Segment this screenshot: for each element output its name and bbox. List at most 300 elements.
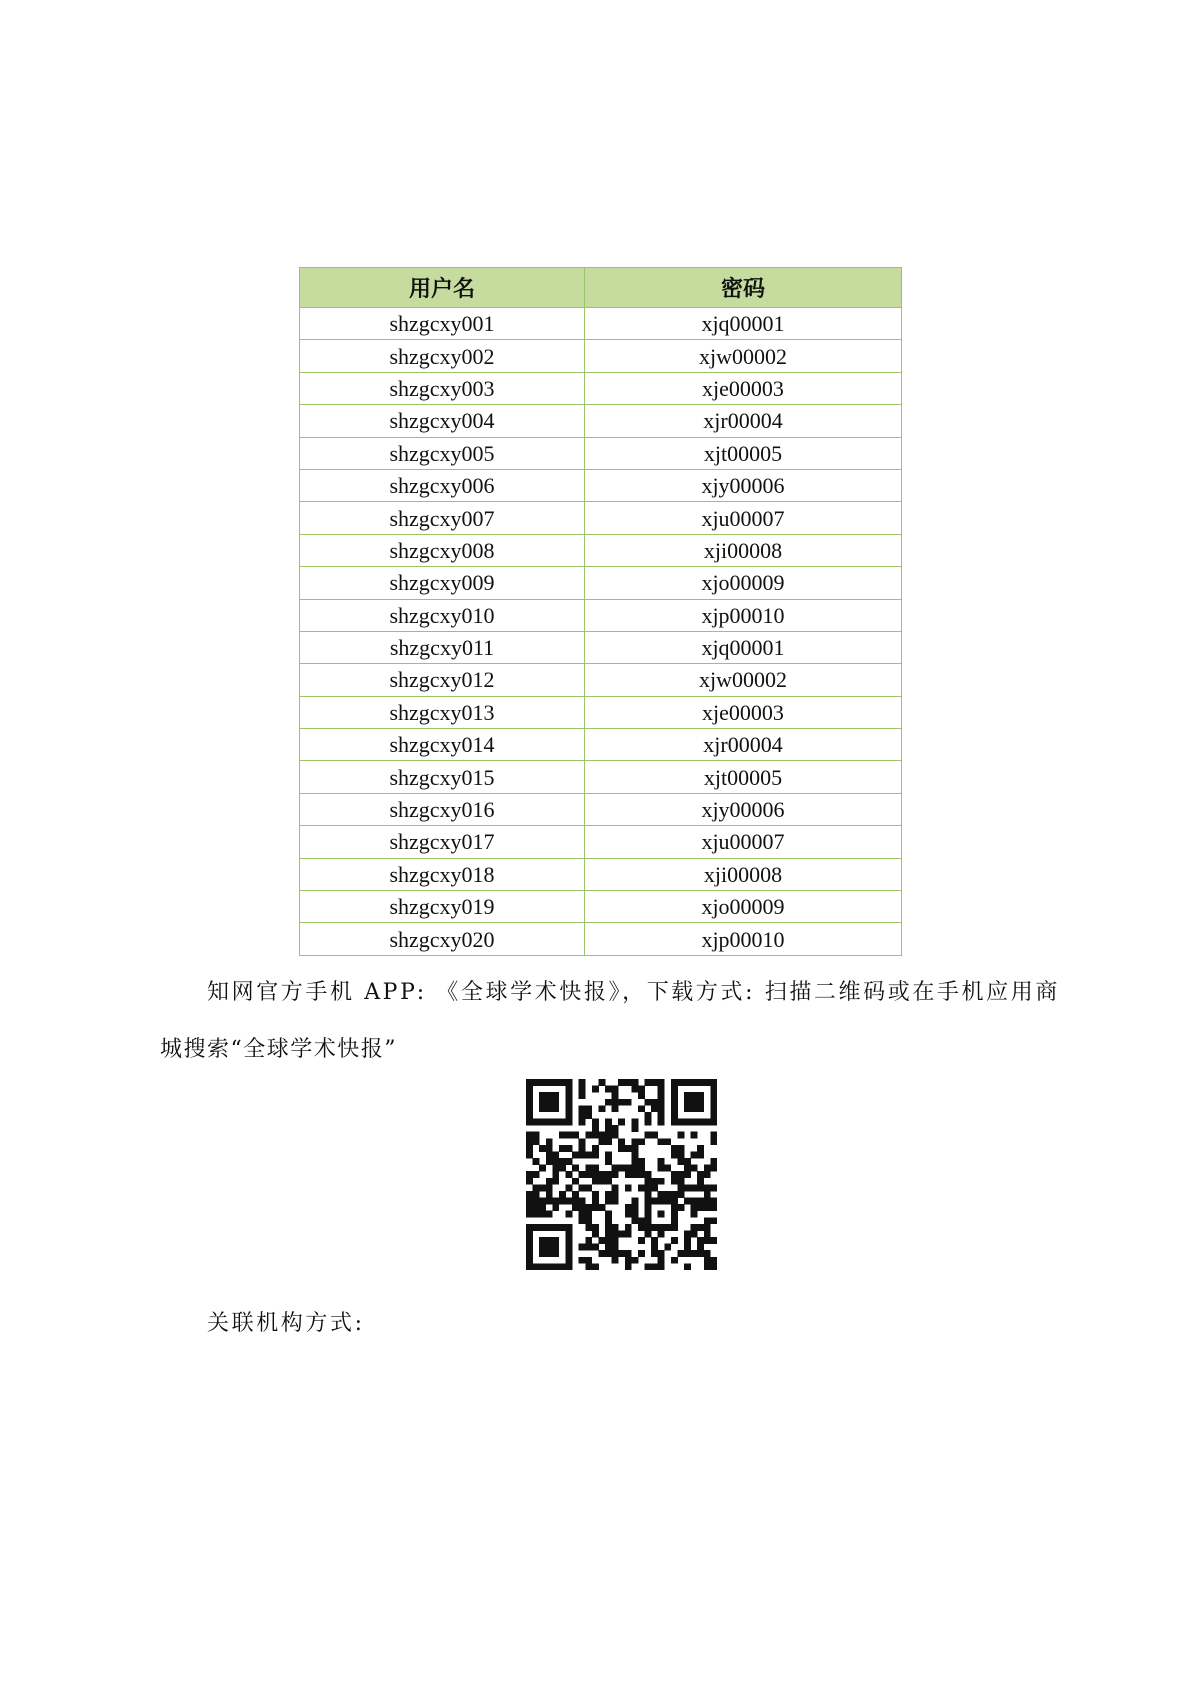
qr-module [598, 1178, 605, 1185]
qr-module [526, 1132, 533, 1139]
qr-module [539, 1244, 546, 1251]
qr-module [579, 1211, 586, 1218]
qr-module [638, 1184, 645, 1191]
password-cell: xjw00002 [585, 340, 902, 372]
qr-module [671, 1204, 678, 1211]
qr-module [566, 1092, 573, 1099]
qr-module [631, 1145, 638, 1152]
qr-module [592, 1165, 599, 1172]
qr-module [631, 1204, 638, 1211]
qr-module [566, 1112, 573, 1119]
qr-module [677, 1191, 684, 1198]
qr-module [566, 1158, 573, 1165]
qr-module [566, 1105, 573, 1112]
qr-module [664, 1191, 671, 1198]
qr-module [684, 1237, 691, 1244]
qr-module [645, 1191, 652, 1198]
qr-module [710, 1158, 717, 1165]
qr-module [605, 1198, 612, 1205]
password-cell: xjy00006 [585, 793, 902, 825]
qr-module [671, 1211, 678, 1218]
username-cell: shzgcxy011 [300, 631, 585, 663]
qr-module [539, 1099, 546, 1106]
qr-module [691, 1184, 698, 1191]
username-cell: shzgcxy018 [300, 858, 585, 890]
qr-module [592, 1244, 599, 1251]
qr-module [631, 1171, 638, 1178]
qr-module [684, 1079, 691, 1086]
qr-module [605, 1086, 612, 1093]
qr-module [710, 1204, 717, 1211]
qr-module [579, 1092, 586, 1099]
qr-module [658, 1211, 665, 1218]
qr-module [612, 1171, 619, 1178]
qr-module [664, 1138, 671, 1145]
qr-module [566, 1257, 573, 1264]
qr-module [710, 1165, 717, 1172]
qr-module [559, 1158, 566, 1165]
qr-module [658, 1165, 665, 1172]
qr-module [677, 1151, 684, 1158]
qr-module [539, 1211, 546, 1218]
qr-module [572, 1151, 579, 1158]
qr-module [631, 1125, 638, 1132]
qr-module [572, 1178, 579, 1185]
qr-module [533, 1138, 540, 1145]
qr-module [704, 1191, 711, 1198]
qr-module [710, 1112, 717, 1119]
qr-module [539, 1224, 546, 1231]
qr-module [566, 1211, 573, 1218]
qr-module [526, 1230, 533, 1237]
qr-module [552, 1237, 559, 1244]
qr-module [546, 1250, 553, 1257]
qr-module [539, 1204, 546, 1211]
qr-module [658, 1250, 665, 1257]
qr-module [539, 1079, 546, 1086]
table-row [300, 405, 902, 437]
qr-module [658, 1257, 665, 1264]
qr-module [572, 1204, 579, 1211]
qr-module [645, 1119, 652, 1126]
qr-module [566, 1244, 573, 1251]
qr-module [697, 1250, 704, 1257]
qr-module [539, 1145, 546, 1152]
qr-module [691, 1132, 698, 1139]
qr-module [651, 1132, 658, 1139]
qr-module [658, 1092, 665, 1099]
qr-module [559, 1165, 566, 1172]
qr-module [658, 1158, 665, 1165]
qr-module [625, 1165, 632, 1172]
qr-module [533, 1119, 540, 1126]
qr-module [579, 1151, 586, 1158]
qr-module [704, 1119, 711, 1126]
qr-module [677, 1079, 684, 1086]
qr-module [671, 1151, 678, 1158]
password-cell: xjp00010 [585, 923, 902, 955]
password-cell: xjt00005 [585, 437, 902, 469]
qr-module [526, 1211, 533, 1218]
qr-module [605, 1099, 612, 1106]
qr-module [566, 1099, 573, 1106]
qr-module [704, 1224, 711, 1231]
qr-module [598, 1138, 605, 1145]
qr-module [658, 1198, 665, 1205]
qr-module [651, 1198, 658, 1205]
qr-module [671, 1112, 678, 1119]
qr-module [651, 1099, 658, 1106]
password-cell: xjw00002 [585, 664, 902, 696]
qr-module [585, 1263, 592, 1270]
qr-module [572, 1165, 579, 1172]
qr-module [566, 1263, 573, 1270]
table-row [300, 534, 902, 566]
table-row [300, 826, 902, 858]
qr-module [710, 1184, 717, 1191]
username-cell: shzgcxy014 [300, 729, 585, 761]
qr-module [684, 1230, 691, 1237]
qr-module [697, 1105, 704, 1112]
qr-module [631, 1217, 638, 1224]
qr-module [592, 1171, 599, 1178]
qr-module [533, 1263, 540, 1270]
qr-module [658, 1178, 665, 1185]
table-row [300, 502, 902, 534]
qr-module [539, 1119, 546, 1126]
qr-module [598, 1105, 605, 1112]
qr-module [664, 1165, 671, 1172]
qr-code-icon [526, 1079, 717, 1270]
qr-module [592, 1263, 599, 1270]
qr-module [612, 1105, 619, 1112]
qr-module [552, 1151, 559, 1158]
qr-module [671, 1145, 678, 1152]
qr-module [658, 1099, 665, 1106]
qr-module [585, 1257, 592, 1264]
qr-module [658, 1105, 665, 1112]
qr-module [598, 1204, 605, 1211]
table-row [300, 793, 902, 825]
username-cell: shzgcxy003 [300, 372, 585, 404]
qr-module [677, 1158, 684, 1165]
qr-module [552, 1263, 559, 1270]
qr-module [704, 1079, 711, 1086]
qr-module [566, 1250, 573, 1257]
qr-module [592, 1224, 599, 1231]
qr-module [605, 1132, 612, 1139]
qr-module [546, 1211, 553, 1218]
password-cell: xjt00005 [585, 761, 902, 793]
qr-module [559, 1145, 566, 1152]
qr-module [651, 1079, 658, 1086]
qr-module [566, 1198, 573, 1205]
qr-module [691, 1165, 698, 1172]
qr-module [625, 1184, 632, 1191]
qr-module [612, 1086, 619, 1093]
qr-module [533, 1079, 540, 1086]
qr-module [710, 1132, 717, 1139]
qr-module [684, 1198, 691, 1205]
username-cell: shzgcxy002 [300, 340, 585, 372]
qr-module [579, 1112, 586, 1119]
qr-module [552, 1244, 559, 1251]
header-password: 密码 [585, 268, 902, 308]
qr-module [566, 1184, 573, 1191]
qr-module [658, 1079, 665, 1086]
qr-module [612, 1092, 619, 1099]
qr-module [585, 1132, 592, 1139]
qr-module [710, 1092, 717, 1099]
qr-module [566, 1230, 573, 1237]
qr-module [605, 1244, 612, 1251]
qr-module [671, 1099, 678, 1106]
qr-module [645, 1198, 652, 1205]
qr-module [704, 1250, 711, 1257]
qr-module [704, 1257, 711, 1264]
qr-module [684, 1099, 691, 1106]
qr-module [612, 1224, 619, 1231]
table-header-row [300, 268, 902, 308]
qr-module [618, 1119, 625, 1126]
qr-module [546, 1079, 553, 1086]
qr-module [552, 1079, 559, 1086]
qr-module [625, 1079, 632, 1086]
contact-label: 关联机构方式: [207, 1311, 365, 1336]
table-row [300, 891, 902, 923]
qr-module [631, 1165, 638, 1172]
qr-module [645, 1132, 652, 1139]
qr-module [559, 1191, 566, 1198]
qr-module [684, 1119, 691, 1126]
password-cell: xjp00010 [585, 599, 902, 631]
qr-module [697, 1237, 704, 1244]
qr-module [691, 1092, 698, 1099]
qr-module [539, 1198, 546, 1205]
qr-module [592, 1151, 599, 1158]
qr-module [592, 1145, 599, 1152]
qr-module [625, 1099, 632, 1106]
qr-module [645, 1211, 652, 1218]
qr-module [526, 1092, 533, 1099]
password-cell: xjy00006 [585, 469, 902, 501]
qr-module [704, 1171, 711, 1178]
table-row [300, 372, 902, 404]
qr-module [612, 1257, 619, 1264]
qr-module [526, 1204, 533, 1211]
qr-module [598, 1079, 605, 1086]
qr-module [533, 1224, 540, 1231]
qr-module [645, 1230, 652, 1237]
qr-module [645, 1099, 652, 1106]
qr-module [684, 1165, 691, 1172]
qr-module [677, 1119, 684, 1126]
qr-module [710, 1257, 717, 1264]
qr-module [710, 1237, 717, 1244]
qr-module [579, 1244, 586, 1251]
qr-module [526, 1086, 533, 1093]
qr-module [651, 1224, 658, 1231]
qr-module [526, 1112, 533, 1119]
table-row [300, 437, 902, 469]
qr-module [664, 1198, 671, 1205]
qr-module [684, 1250, 691, 1257]
qr-module [697, 1145, 704, 1152]
qr-module [559, 1198, 566, 1205]
qr-module [566, 1171, 573, 1178]
qr-module [625, 1171, 632, 1178]
qr-module [710, 1217, 717, 1224]
qr-module [697, 1171, 704, 1178]
qr-module [691, 1204, 698, 1211]
qr-module [684, 1263, 691, 1270]
qr-module [625, 1145, 632, 1152]
qr-module [592, 1086, 599, 1093]
qr-module [618, 1099, 625, 1106]
password-cell: xje00003 [585, 372, 902, 404]
qr-module [625, 1211, 632, 1218]
qr-module [552, 1250, 559, 1257]
qr-module [539, 1263, 546, 1270]
qr-module [559, 1224, 566, 1231]
qr-module [638, 1138, 645, 1145]
qr-module [691, 1211, 698, 1218]
qr-module [684, 1244, 691, 1251]
qr-module [631, 1138, 638, 1145]
qr-module [552, 1119, 559, 1126]
qr-module [533, 1211, 540, 1218]
qr-module [684, 1184, 691, 1191]
qr-module [658, 1086, 665, 1093]
qr-module [605, 1171, 612, 1178]
qr-module [585, 1151, 592, 1158]
qr-module [533, 1191, 540, 1198]
qr-module [625, 1230, 632, 1237]
qr-module [671, 1224, 678, 1231]
qr-module [710, 1119, 717, 1126]
password-cell: xji00008 [585, 858, 902, 890]
table-row [300, 761, 902, 793]
table-row [300, 923, 902, 955]
qr-module [697, 1204, 704, 1211]
qr-module [546, 1138, 553, 1145]
qr-module [585, 1211, 592, 1218]
qr-module [671, 1198, 678, 1205]
password-cell: xju00007 [585, 826, 902, 858]
qr-module [533, 1132, 540, 1139]
qr-module [585, 1244, 592, 1251]
qr-module [526, 1079, 533, 1086]
username-cell: shzgcxy001 [300, 308, 585, 340]
qr-module [526, 1145, 533, 1152]
qr-module [658, 1224, 665, 1231]
qr-module [684, 1158, 691, 1165]
password-cell: xjr00004 [585, 729, 902, 761]
qr-module [625, 1250, 632, 1257]
qr-module [638, 1250, 645, 1257]
qr-module [612, 1230, 619, 1237]
qr-module [638, 1171, 645, 1178]
qr-module [638, 1092, 645, 1099]
password-cell: xjo00009 [585, 891, 902, 923]
qr-module [612, 1099, 619, 1106]
qr-module [645, 1184, 652, 1191]
qr-module [579, 1217, 586, 1224]
qr-module [605, 1151, 612, 1158]
qr-module [526, 1178, 533, 1185]
qr-module [585, 1217, 592, 1224]
qr-module [566, 1079, 573, 1086]
username-cell: shzgcxy004 [300, 405, 585, 437]
qr-module [704, 1165, 711, 1172]
qr-module [546, 1263, 553, 1270]
qr-module [638, 1237, 645, 1244]
qr-module [598, 1237, 605, 1244]
qr-module [671, 1191, 678, 1198]
qr-module [612, 1165, 619, 1172]
qr-module [618, 1230, 625, 1237]
qr-module [533, 1171, 540, 1178]
username-cell: shzgcxy012 [300, 664, 585, 696]
qr-module [605, 1217, 612, 1224]
qr-module [645, 1204, 652, 1211]
qr-module [658, 1138, 665, 1145]
password-cell: xju00007 [585, 502, 902, 534]
table-row [300, 696, 902, 728]
password-cell: xjq00001 [585, 631, 902, 663]
username-cell: shzgcxy015 [300, 761, 585, 793]
app-info-line-1: 知网官方手机 APP: 《全球学术快报》，下载方式: 扫描二维码或在手机应用商 [207, 980, 1060, 1005]
qr-module [605, 1211, 612, 1218]
qr-module [658, 1230, 665, 1237]
qr-module [552, 1099, 559, 1106]
qr-module [710, 1079, 717, 1086]
qr-module [625, 1224, 632, 1231]
username-cell: shzgcxy013 [300, 696, 585, 728]
qr-module [546, 1198, 553, 1205]
qr-module [684, 1105, 691, 1112]
username-cell: shzgcxy020 [300, 923, 585, 955]
qr-module [697, 1178, 704, 1185]
qr-module [546, 1178, 553, 1185]
qr-module [539, 1250, 546, 1257]
qr-module [691, 1151, 698, 1158]
qr-module [651, 1263, 658, 1270]
qr-module [546, 1237, 553, 1244]
password-cell: xjo00009 [585, 567, 902, 599]
qr-module [671, 1092, 678, 1099]
account-table [299, 267, 902, 956]
qr-module [605, 1230, 612, 1237]
qr-module [552, 1105, 559, 1112]
qr-module [559, 1132, 566, 1139]
qr-module [710, 1099, 717, 1106]
qr-module [651, 1105, 658, 1112]
qr-module [526, 1250, 533, 1257]
qr-module [704, 1184, 711, 1191]
qr-module [658, 1263, 665, 1270]
qr-module [697, 1079, 704, 1086]
qr-module [671, 1171, 678, 1178]
qr-module [605, 1250, 612, 1257]
qr-module [658, 1191, 665, 1198]
qr-module [645, 1112, 652, 1119]
qr-module [618, 1145, 625, 1152]
qr-module [645, 1263, 652, 1270]
qr-module [618, 1079, 625, 1086]
qr-module [631, 1211, 638, 1218]
qr-module [704, 1263, 711, 1270]
